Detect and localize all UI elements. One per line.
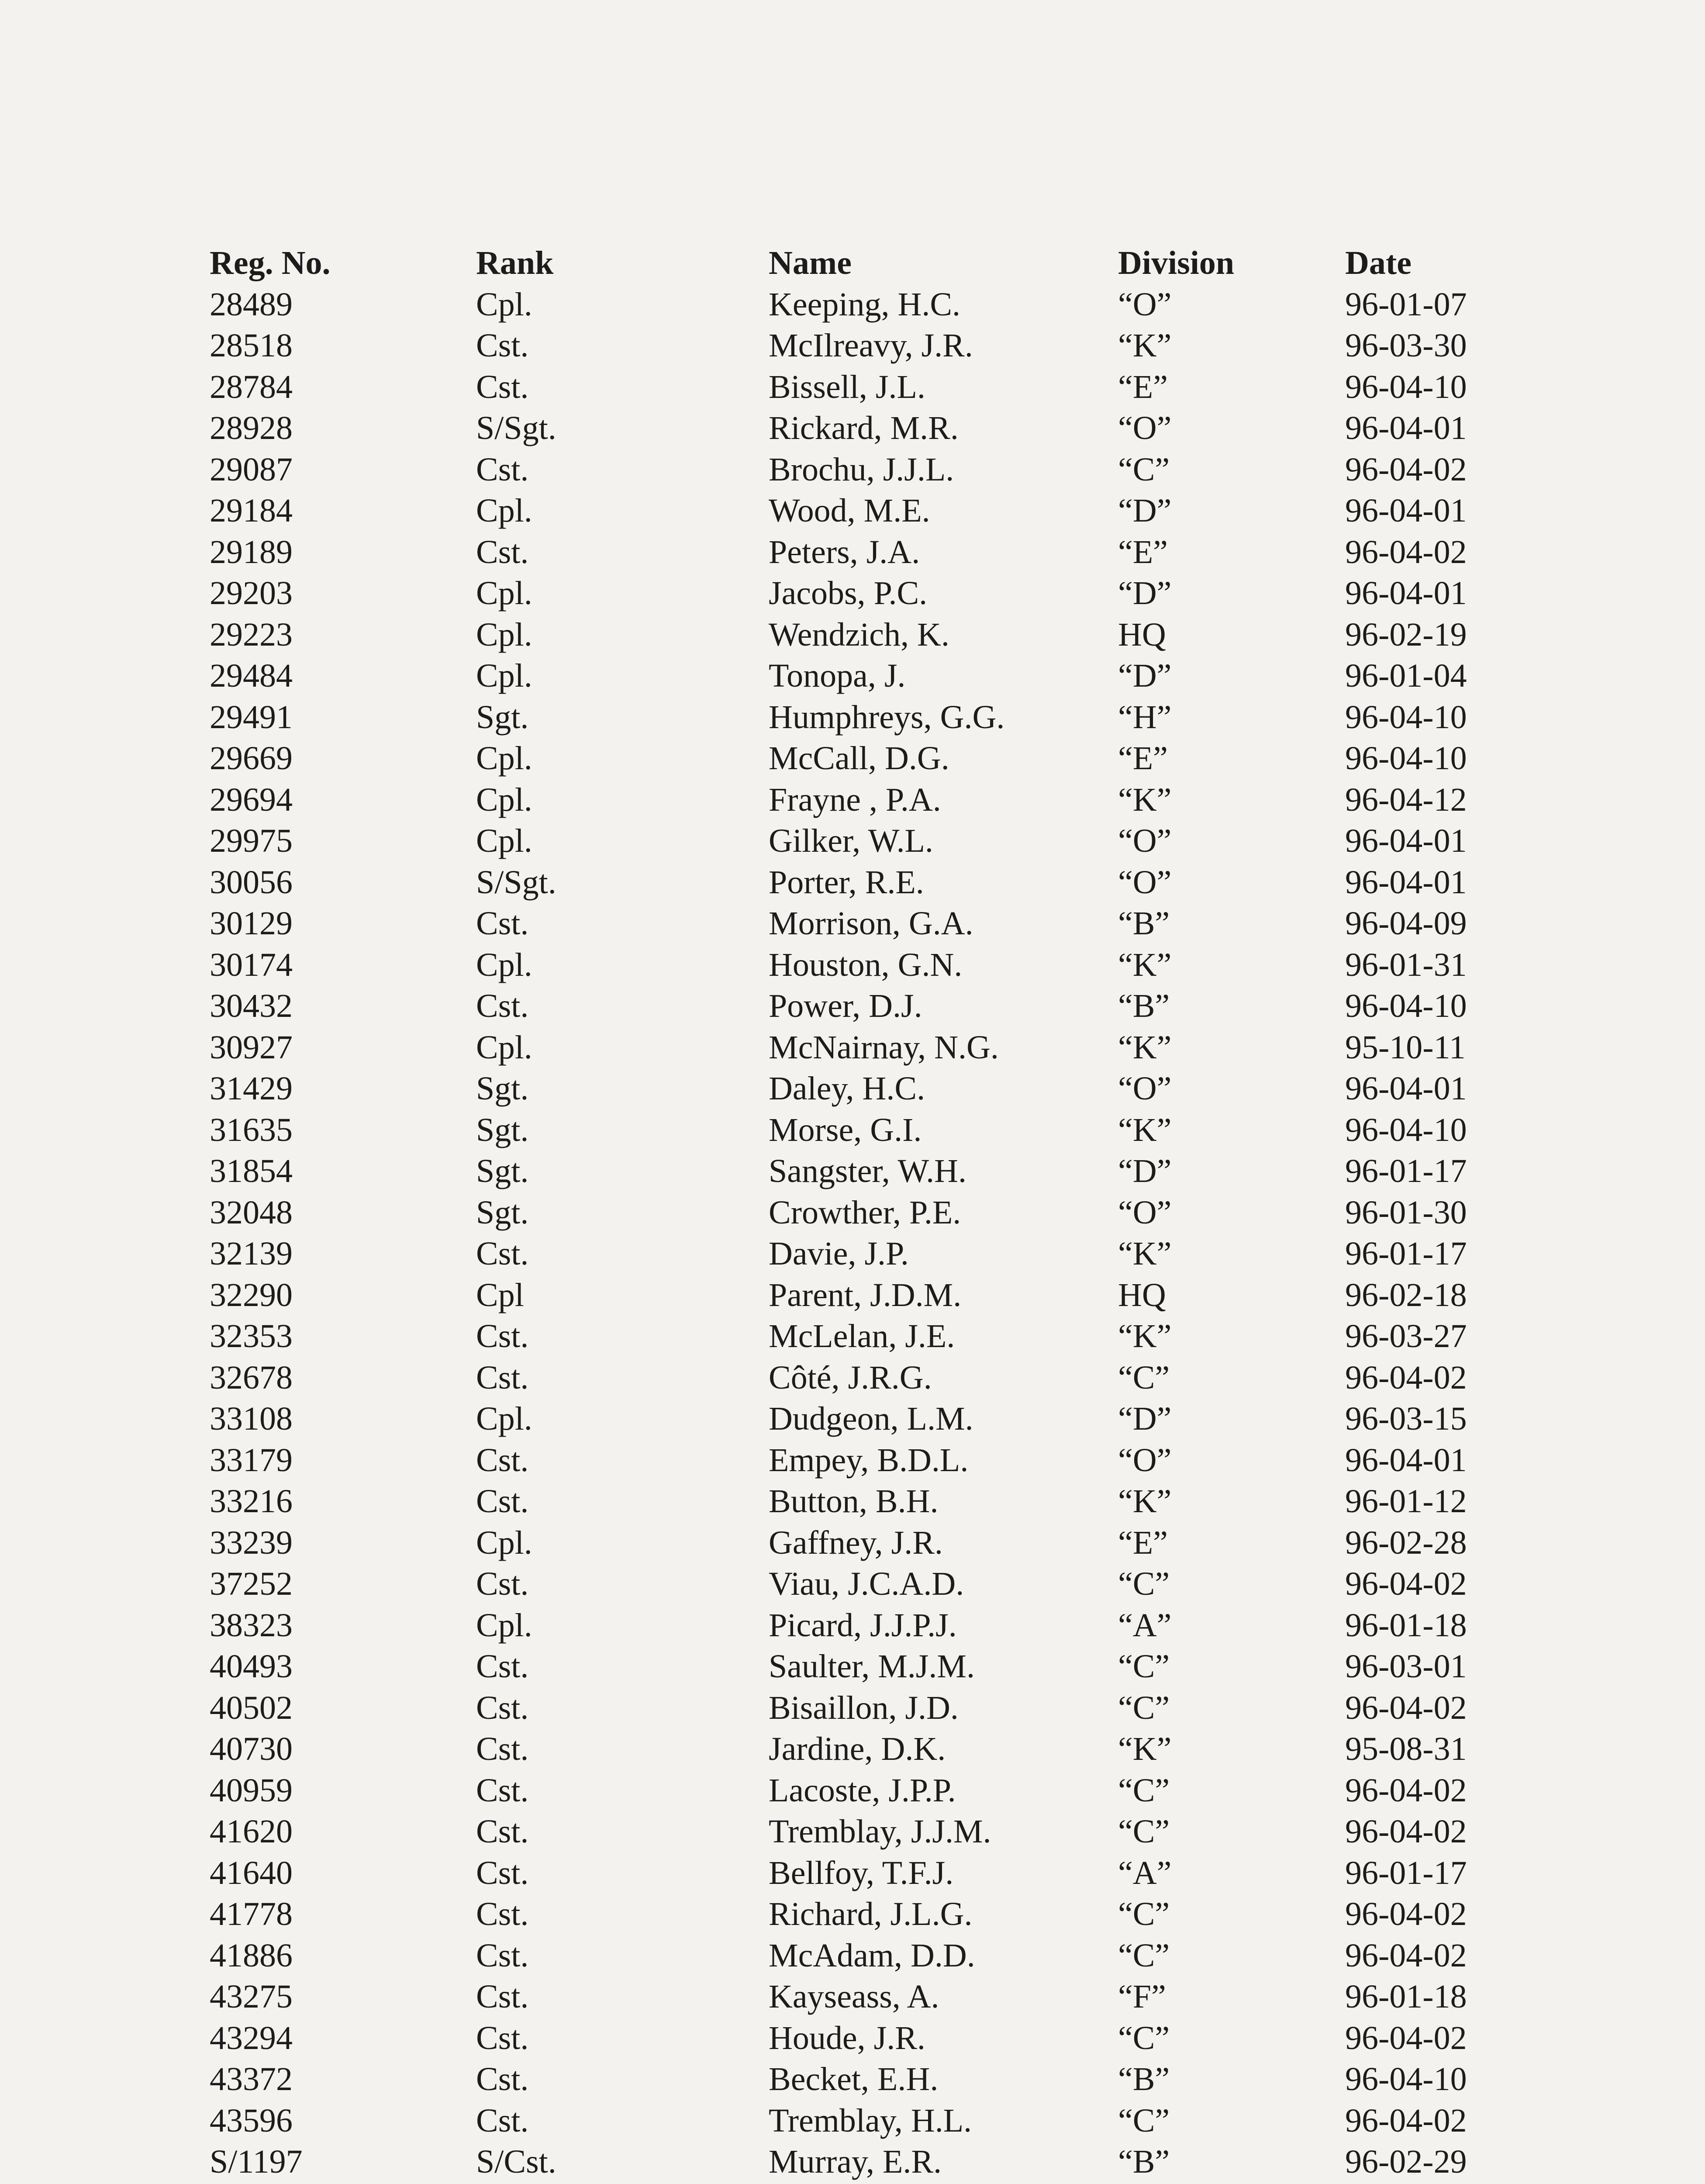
- reg-no-cell: 43294: [210, 2019, 293, 2056]
- name-cell: McCall, D.G.: [769, 740, 949, 777]
- date-cell: 96-01-18: [1345, 1607, 1467, 1644]
- table-row: [210, 325, 1476, 366]
- table-row: [210, 1109, 1476, 1151]
- division-cell: “O”: [1118, 864, 1172, 901]
- rank-cell: Cst.: [476, 533, 529, 570]
- rank-cell: Cst.: [476, 1648, 529, 1685]
- date-cell: 96-01-17: [1345, 1235, 1467, 1272]
- name-cell: Tremblay, H.L.: [769, 2102, 972, 2139]
- table-row: [210, 697, 1476, 738]
- table-row: [210, 655, 1476, 697]
- table-row: [210, 614, 1476, 656]
- table-row: [210, 738, 1476, 779]
- date-cell: 96-04-01: [1345, 864, 1467, 901]
- header-date: Date: [1345, 245, 1412, 281]
- date-cell: 96-04-01: [1345, 1441, 1467, 1479]
- name-cell: Bellfoy, T.F.J.: [769, 1854, 954, 1891]
- reg-no-cell: S/1197: [210, 2143, 303, 2180]
- name-cell: Becket, E.H.: [769, 2061, 939, 2098]
- rank-cell: Cpl.: [476, 946, 532, 983]
- name-cell: Empey, B.D.L.: [769, 1441, 969, 1479]
- table-row: [210, 1440, 1476, 1481]
- rank-cell: Sgt.: [476, 1070, 529, 1107]
- name-cell: Porter, R.E.: [769, 864, 924, 901]
- date-cell: 96-04-01: [1345, 492, 1467, 529]
- date-cell: 96-04-10: [1345, 2061, 1467, 2098]
- reg-no-cell: 33216: [210, 1483, 293, 1520]
- division-cell: “C”: [1118, 1359, 1170, 1396]
- name-cell: Parent, J.D.M.: [769, 1276, 962, 1313]
- reg-no-cell: 31854: [210, 1153, 293, 1189]
- reg-no-cell: 40730: [210, 1731, 293, 1767]
- reg-no-cell: 28518: [210, 327, 293, 364]
- rank-cell: Cpl.: [476, 1029, 532, 1066]
- rank-cell: Cst.: [476, 1813, 529, 1850]
- name-cell: Wood, M.E.: [769, 492, 930, 529]
- division-cell: “B”: [1118, 2143, 1170, 2180]
- reg-no-cell: 29975: [210, 822, 293, 859]
- reg-no-cell: 29223: [210, 616, 293, 653]
- table-row: [210, 1770, 1476, 1811]
- rank-cell: Cpl.: [476, 1400, 532, 1437]
- division-cell: HQ: [1118, 616, 1166, 653]
- rank-cell: Sgt.: [476, 698, 529, 736]
- date-cell: 96-01-31: [1345, 946, 1467, 983]
- reg-no-cell: 40502: [210, 1689, 293, 1726]
- table-row: [210, 490, 1476, 532]
- division-cell: “D”: [1118, 657, 1172, 694]
- date-cell: 96-04-02: [1345, 533, 1467, 570]
- date-cell: 96-01-07: [1345, 286, 1467, 323]
- name-cell: Kayseass, A.: [769, 1978, 939, 2015]
- reg-no-cell: [210, 2183, 476, 2184]
- rank-cell: Cst.: [476, 1565, 529, 1602]
- date-cell: 96-04-10: [1345, 988, 1467, 1024]
- reg-no-cell: 43275: [210, 1978, 293, 2015]
- name-cell: Power, D.J.: [769, 988, 922, 1024]
- rank-cell: Cst.: [476, 905, 529, 942]
- name-cell: Keeping, H.C.: [769, 286, 961, 323]
- table-row: [210, 1481, 1476, 1522]
- division-cell: “O”: [1118, 822, 1172, 859]
- reg-no-cell: 33239: [210, 1524, 293, 1561]
- name-cell: Frayne , P.A.: [769, 781, 941, 818]
- rank-cell: Cpl.: [476, 781, 532, 818]
- division-cell: “C”: [1118, 1937, 1170, 1974]
- reg-no-cell: 43372: [210, 2061, 293, 2098]
- table-row: [210, 366, 1476, 408]
- reg-no-cell: 29203: [210, 575, 293, 612]
- rank-cell: Cst.: [476, 1359, 529, 1396]
- reg-no-cell: 30432: [210, 988, 293, 1024]
- rank-cell: Cst.: [476, 1937, 529, 1974]
- table-row: [210, 2183, 1476, 2184]
- division-cell: “C”: [1118, 1896, 1170, 1932]
- rank-cell: Cst.: [476, 2061, 529, 2098]
- date-cell: 96-04-02: [1345, 1813, 1467, 1850]
- reg-no-cell: 28489: [210, 286, 293, 323]
- name-cell: Dudgeon, L.M.: [769, 1400, 973, 1437]
- date-cell: 96-04-02: [1345, 1772, 1467, 1809]
- name-cell: Sangster, W.H.: [769, 1153, 966, 1189]
- table-row: [210, 820, 1476, 862]
- table-row: [210, 573, 1476, 614]
- header-name: Name: [769, 245, 852, 281]
- rank-cell: Cst.: [476, 988, 529, 1024]
- division-cell: “C”: [1118, 2102, 1170, 2139]
- table-row: [210, 1976, 1476, 2018]
- division-cell: “E”: [1118, 1524, 1168, 1561]
- table-row: [210, 944, 1476, 986]
- reg-no-cell: 29189: [210, 533, 293, 570]
- division-cell: “B”: [1118, 905, 1170, 942]
- reg-no-cell: 29491: [210, 698, 293, 736]
- reg-no-cell: 31635: [210, 1111, 293, 1148]
- name-cell: Saulter, M.J.M.: [769, 1648, 975, 1685]
- table-row: [210, 284, 1476, 325]
- date-cell: 96-04-02: [1345, 1896, 1467, 1932]
- division-cell: “K”: [1118, 946, 1172, 983]
- division-cell: HQ: [1118, 1276, 1166, 1313]
- header-division: Division: [1118, 245, 1235, 281]
- division-cell: “O”: [1118, 1070, 1172, 1107]
- division-cell: [1118, 2183, 1345, 2184]
- table-row: [210, 1522, 1476, 1564]
- reg-no-cell: 41640: [210, 1854, 293, 1891]
- name-cell: Davie, J.P.: [769, 1235, 909, 1272]
- division-cell: “O”: [1118, 1194, 1172, 1231]
- name-cell: Wendzich, K.: [769, 616, 949, 653]
- table-row: [210, 1151, 1476, 1192]
- reg-no-cell: 29484: [210, 657, 293, 694]
- rank-cell: Cst.: [476, 1441, 529, 1479]
- division-cell: “E”: [1118, 368, 1168, 405]
- name-cell: Jardine, D.K.: [769, 1731, 946, 1767]
- date-cell: 96-04-10: [1345, 740, 1467, 777]
- name-cell: Morse, G.I.: [769, 1111, 922, 1148]
- division-cell: “F”: [1118, 1978, 1166, 2015]
- name-cell: Bisaillon, J.D.: [769, 1689, 959, 1726]
- division-cell: “D”: [1118, 1400, 1172, 1437]
- header-reg-no: Reg. No.: [210, 245, 331, 281]
- rank-cell: Cpl.: [476, 575, 532, 612]
- reg-no-cell: 28928: [210, 410, 293, 446]
- name-cell: Daley, H.C.: [769, 1070, 925, 1107]
- division-cell: “K”: [1118, 1235, 1172, 1272]
- division-cell: “K”: [1118, 1111, 1172, 1148]
- table-row: [210, 449, 1476, 491]
- name-cell: Houston, G.N.: [769, 946, 963, 983]
- rank-cell: [476, 2183, 769, 2184]
- reg-no-cell: 28784: [210, 368, 293, 405]
- date-cell: 96-02-19: [1345, 616, 1467, 653]
- table-row: [210, 779, 1476, 821]
- table-row: [210, 1027, 1476, 1068]
- rank-cell: Cst.: [476, 1318, 529, 1355]
- date-cell: 96-04-01: [1345, 822, 1467, 859]
- reg-no-cell: 30927: [210, 1029, 293, 1066]
- reg-no-cell: 33179: [210, 1441, 293, 1479]
- date-cell: 96-04-01: [1345, 410, 1467, 446]
- division-cell: “O”: [1118, 410, 1172, 446]
- rank-cell: Cst.: [476, 1483, 529, 1520]
- name-cell: Houde, J.R.: [769, 2019, 925, 2056]
- date-cell: 96-04-10: [1345, 1111, 1467, 1148]
- table-header-row: [210, 242, 1476, 284]
- reg-no-cell: 32290: [210, 1276, 293, 1313]
- name-cell: Murray, E.R.: [769, 2143, 942, 2180]
- reg-no-cell: 30174: [210, 946, 293, 983]
- date-cell: 96-03-15: [1345, 1400, 1467, 1437]
- name-cell: Bissell, J.L.: [769, 368, 925, 405]
- name-cell: Humphreys, G.G.: [769, 698, 1005, 736]
- date-cell: 96-01-17: [1345, 1153, 1467, 1189]
- table-row: [210, 532, 1476, 573]
- date-cell: 96-04-12: [1345, 781, 1467, 818]
- name-cell: Crowther, P.E.: [769, 1194, 961, 1231]
- rank-cell: Cst.: [476, 1689, 529, 1726]
- reg-no-cell: 37252: [210, 1565, 293, 1602]
- name-cell: McNairnay, N.G.: [769, 1029, 999, 1066]
- table-row: [210, 1233, 1476, 1275]
- name-cell: Viau, J.C.A.D.: [769, 1565, 964, 1602]
- date-cell: 96-04-01: [1345, 1070, 1467, 1107]
- rank-cell: Cst.: [476, 2102, 529, 2139]
- rank-cell: Cst.: [476, 368, 529, 405]
- date-cell: 96-04-02: [1345, 1689, 1467, 1726]
- table-row: [210, 1068, 1476, 1109]
- reg-no-cell: 31429: [210, 1070, 293, 1107]
- rank-cell: Cst.: [476, 451, 529, 488]
- name-cell: Brochu, J.J.L.: [769, 451, 954, 488]
- rank-cell: Cpl: [476, 1276, 524, 1313]
- date-cell: 96-04-02: [1345, 2102, 1467, 2139]
- table-row: [210, 408, 1476, 449]
- reg-no-cell: 33108: [210, 1400, 293, 1437]
- date-cell: 96-01-12: [1345, 1483, 1467, 1520]
- table-row: [210, 1728, 1476, 1770]
- reg-no-cell: 32353: [210, 1318, 293, 1355]
- table-row: [210, 1935, 1476, 1977]
- table-row: [210, 1275, 1476, 1316]
- name-cell: Tremblay, J.J.M.: [769, 1813, 991, 1850]
- division-cell: “E”: [1118, 740, 1168, 777]
- table-row: [210, 903, 1476, 944]
- date-cell: 96-02-18: [1345, 1276, 1467, 1313]
- table-row: [210, 1811, 1476, 1852]
- table-row: [210, 1563, 1476, 1605]
- division-cell: “C”: [1118, 1565, 1170, 1602]
- date-cell: 96-04-10: [1345, 698, 1467, 736]
- date-cell: 96-03-01: [1345, 1648, 1467, 1685]
- rank-cell: Cst.: [476, 1978, 529, 2015]
- division-cell: “D”: [1118, 492, 1172, 529]
- rank-cell: Cpl.: [476, 616, 532, 653]
- table-row: [210, 2018, 1476, 2059]
- reg-no-cell: 40493: [210, 1648, 293, 1685]
- division-cell: “C”: [1118, 1689, 1170, 1726]
- division-cell: “B”: [1118, 2061, 1170, 2098]
- name-cell: Morrison, G.A.: [769, 905, 973, 942]
- table-row: [210, 1398, 1476, 1440]
- table-row: [210, 1192, 1476, 1234]
- rank-cell: Cst.: [476, 1896, 529, 1932]
- rank-cell: Sgt.: [476, 1153, 529, 1189]
- rank-cell: Cpl.: [476, 286, 532, 323]
- rank-cell: Cst.: [476, 1772, 529, 1809]
- reg-no-cell: 29669: [210, 740, 293, 777]
- date-cell: 96-03-27: [1345, 1318, 1467, 1355]
- division-cell: “K”: [1118, 1318, 1172, 1355]
- date-cell: 96-03-30: [1345, 327, 1467, 364]
- rank-cell: S/Sgt.: [476, 410, 556, 446]
- rank-cell: Cpl.: [476, 657, 532, 694]
- table-row: [210, 1646, 1476, 1687]
- table-row: [210, 1852, 1476, 1894]
- rank-cell: Cpl.: [476, 492, 532, 529]
- division-cell: “K”: [1118, 781, 1172, 818]
- date-cell: 96-04-02: [1345, 1565, 1467, 1602]
- division-cell: “A”: [1118, 1854, 1172, 1891]
- division-cell: “K”: [1118, 1029, 1172, 1066]
- name-cell: Picard, J.J.P.J.: [769, 1607, 957, 1644]
- rank-cell: Sgt.: [476, 1194, 529, 1231]
- division-cell: “C”: [1118, 2019, 1170, 2056]
- reg-no-cell: 41778: [210, 1896, 293, 1932]
- division-cell: “C”: [1118, 1648, 1170, 1685]
- division-cell: “D”: [1118, 1153, 1172, 1189]
- rank-cell: Sgt.: [476, 1111, 529, 1148]
- date-cell: 96-04-02: [1345, 1937, 1467, 1974]
- table-row: [210, 1605, 1476, 1646]
- rank-cell: Cpl.: [476, 1607, 532, 1644]
- date-cell: [1345, 2183, 1476, 2184]
- division-cell: “K”: [1118, 1731, 1172, 1767]
- date-cell: 96-01-17: [1345, 1854, 1467, 1891]
- rank-cell: Cst.: [476, 1235, 529, 1272]
- reg-no-cell: 43596: [210, 2102, 293, 2139]
- date-cell: 95-08-31: [1345, 1731, 1467, 1767]
- table-row: [210, 2141, 1476, 2183]
- reg-no-cell: 41620: [210, 1813, 293, 1850]
- date-cell: 96-04-09: [1345, 905, 1467, 942]
- name-cell: Lacoste, J.P.P.: [769, 1772, 956, 1809]
- rank-cell: Cst.: [476, 327, 529, 364]
- date-cell: 96-01-04: [1345, 657, 1467, 694]
- name-cell: Jacobs, P.C.: [769, 575, 928, 612]
- table-row: [210, 2059, 1476, 2100]
- name-cell: Button, B.H.: [769, 1483, 939, 1520]
- date-cell: 95-10-11: [1345, 1029, 1466, 1066]
- reg-no-cell: 29694: [210, 781, 293, 818]
- table-row: [210, 862, 1476, 903]
- name-cell: McAdam, D.D.: [769, 1937, 975, 1974]
- date-cell: 96-04-02: [1345, 451, 1467, 488]
- division-cell: “H”: [1118, 698, 1172, 736]
- reg-no-cell: 32678: [210, 1359, 293, 1396]
- name-cell: [769, 2183, 1118, 2184]
- table-row: [210, 1687, 1476, 1729]
- reg-no-cell: 41886: [210, 1937, 293, 1974]
- date-cell: 96-02-29: [1345, 2143, 1467, 2180]
- division-cell: “K”: [1118, 1483, 1172, 1520]
- obituary-register-table: [210, 242, 1476, 2184]
- rank-cell: Cpl.: [476, 1524, 532, 1561]
- reg-no-cell: 30056: [210, 864, 293, 901]
- name-cell: Richard, J.L.G.: [769, 1896, 973, 1932]
- name-cell: McIlreavy, J.R.: [769, 327, 973, 364]
- division-cell: “D”: [1118, 575, 1172, 612]
- division-cell: “A”: [1118, 1607, 1172, 1644]
- date-cell: 96-04-02: [1345, 1359, 1467, 1396]
- name-cell: McLelan, J.E.: [769, 1318, 955, 1355]
- table-row: [210, 985, 1476, 1027]
- division-cell: “O”: [1118, 286, 1172, 323]
- name-cell: Rickard, M.R.: [769, 410, 959, 446]
- division-cell: “B”: [1118, 988, 1170, 1024]
- date-cell: 96-04-02: [1345, 2019, 1467, 2056]
- date-cell: 96-01-18: [1345, 1978, 1467, 2015]
- division-cell: “K”: [1118, 327, 1172, 364]
- name-cell: Côté, J.R.G.: [769, 1359, 932, 1396]
- table-row: [210, 1894, 1476, 1935]
- reg-no-cell: 32048: [210, 1194, 293, 1231]
- table-row: [210, 1357, 1476, 1399]
- rank-cell: Cpl.: [476, 822, 532, 859]
- reg-no-cell: 29087: [210, 451, 293, 488]
- name-cell: Tonopa, J.: [769, 657, 906, 694]
- name-cell: Peters, J.A.: [769, 533, 920, 570]
- division-cell: “E”: [1118, 533, 1168, 570]
- division-cell: “C”: [1118, 1772, 1170, 1809]
- table-row: [210, 2100, 1476, 2142]
- table-row: [210, 1316, 1476, 1357]
- division-cell: “C”: [1118, 1813, 1170, 1850]
- header-rank: Rank: [476, 245, 554, 281]
- reg-no-cell: 29184: [210, 492, 293, 529]
- reg-no-cell: 40959: [210, 1772, 293, 1809]
- date-cell: 96-01-30: [1345, 1194, 1467, 1231]
- reg-no-cell: 38323: [210, 1607, 293, 1644]
- rank-cell: Cpl.: [476, 740, 532, 777]
- rank-cell: Cst.: [476, 2019, 529, 2056]
- division-cell: “O”: [1118, 1441, 1172, 1479]
- name-cell: Gilker, W.L.: [769, 822, 933, 859]
- date-cell: 96-02-28: [1345, 1524, 1467, 1561]
- table-body: [210, 284, 1476, 2184]
- rank-cell: S/Sgt.: [476, 864, 556, 901]
- reg-no-cell: 32139: [210, 1235, 293, 1272]
- name-cell: Gaffney, J.R.: [769, 1524, 943, 1561]
- rank-cell: Cst.: [476, 1854, 529, 1891]
- rank-cell: Cst.: [476, 1731, 529, 1767]
- division-cell: “C”: [1118, 451, 1170, 488]
- date-cell: 96-04-01: [1345, 575, 1467, 612]
- reg-no-cell: 30129: [210, 905, 293, 942]
- date-cell: 96-04-10: [1345, 368, 1467, 405]
- rank-cell: S/Cst.: [476, 2143, 556, 2180]
